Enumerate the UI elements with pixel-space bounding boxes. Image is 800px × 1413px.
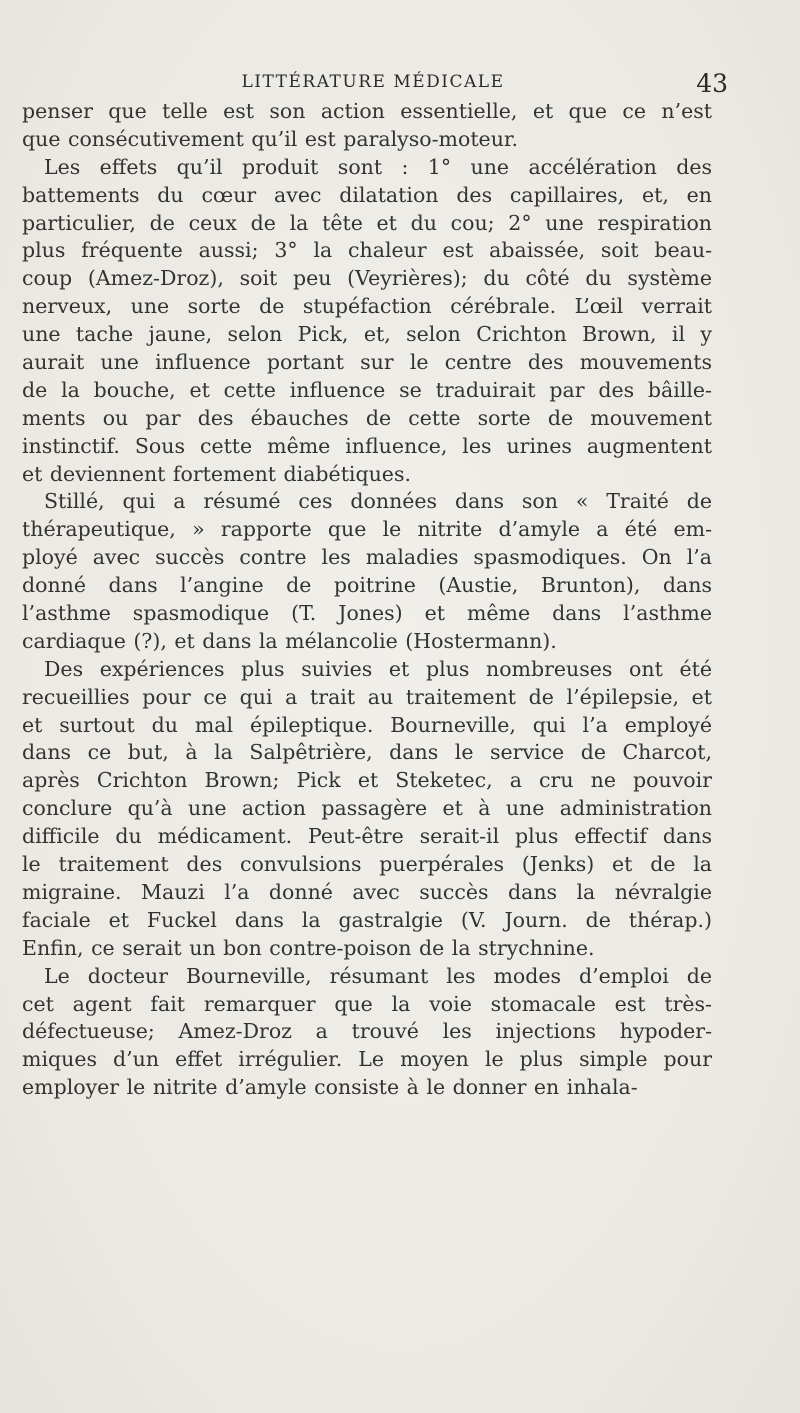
paragraph: [22, 154, 712, 489]
text-line: de la bouche, et cette influence se traduirait par des bâille-: [22, 377, 712, 402]
text-line: battements du cœur avec dilatation des capillaires, et, en: [22, 182, 712, 207]
text-line: employer le nitrite d’amyle consiste à le donner en inhala-: [22, 1075, 638, 1100]
text-line: défectueuse; Amez-Droz a trouvé les injections hypoder-: [22, 1019, 712, 1044]
text-line: coup (Amez-Droz), soit peu (Veyrières); du côté du système: [22, 266, 712, 291]
text-line: penser que telle est son action essentielle, et que ce n’est: [22, 99, 712, 123]
text-line: particulier, de ceux de la tête et du cou; 2° une respiration: [22, 210, 712, 235]
text-line: migraine. Mauzi l’a donné avec succès dans la névralgie: [22, 879, 712, 904]
text-line: plus fréquente aussi; 3° la chaleur est abaissée, soit beau-: [22, 238, 712, 263]
body-text: [22, 98, 712, 1102]
text-line: instinctif. Sous cette même influence, les urines augmentent: [22, 433, 712, 458]
text-line: Des expériences plus suivies et plus nombreuses ont été: [44, 656, 712, 681]
text-line: que consécutivement qu’il est paralyso-moteur.: [22, 126, 518, 151]
text-line: donné dans l’angine de poitrine (Austie, Brunton), dans: [22, 573, 712, 598]
text-line: Stillé, qui a résumé ces données dans son « Traité de: [44, 489, 712, 514]
text-line: miques d’un effet irrégulier. Le moyen le plus simple pour: [22, 1047, 712, 1072]
text-line: ployé avec succès contre les maladies spasmodiques. On l’a: [22, 545, 712, 570]
text-line: après Crichton Brown; Pick et Steketec, a cru ne pouvoir: [22, 768, 712, 793]
text-line: le traitement des convulsions puerpérales (Jenks) et de la: [22, 852, 712, 877]
text-line: et surtout du mal épileptique. Bourneville, qui l’a employé: [22, 712, 712, 737]
text-line: faciale et Fuckel dans la gastralgie (V. Journ. de thérap.): [22, 907, 712, 932]
text-line: Enfin, ce serait un bon contre-poison de la strychnine.: [22, 935, 595, 960]
text-line: une tache jaune, selon Pick, et, selon Crichton Brown, il y: [22, 322, 712, 347]
page-number: 43: [696, 69, 728, 98]
running-title: LITTÉRATURE MÉDICALE: [241, 72, 505, 92]
text-line: Le docteur Bourneville, résumant les modes d’emploi de: [44, 963, 712, 988]
text-line: conclure qu’à une action passagère et à une administration: [22, 796, 712, 821]
text-line: cet agent fait remarquer que la voie stomacale est très-: [22, 991, 712, 1016]
text-line: difficile du médicament. Peut-être serait-il plus effectif dans: [22, 824, 712, 849]
paragraph: [22, 656, 712, 963]
text-line: thérapeutique, » rapporte que le nitrite d’amyle a été em-: [22, 517, 712, 542]
text-line: nerveux, une sorte de stupéfaction cérébrale. L’œil verrait: [22, 294, 712, 319]
text-line: Les effets qu’il produit sont : 1° une accélération des: [44, 154, 712, 179]
text-line: cardiaque (?), et dans la mélancolie (Hostermann).: [22, 628, 557, 653]
text-line: ments ou par des ébauches de cette sorte de mouvement: [22, 405, 712, 430]
text-line: dans ce but, à la Salpêtrière, dans le service de Charcot,: [22, 740, 712, 765]
text-line: aurait une influence portant sur le centre des mouvements: [22, 350, 712, 375]
paragraph: [22, 98, 712, 154]
text-line: et deviennent fortement diabétiques.: [22, 461, 411, 486]
paragraph: [22, 488, 712, 655]
text-line: recueillies pour ce qui a trait au traitement de l’épilepsie, et: [22, 684, 712, 709]
paragraph: [22, 963, 712, 1102]
text-line: l’asthme spasmodique (T. Jones) et même dans l’asthme: [22, 601, 712, 626]
